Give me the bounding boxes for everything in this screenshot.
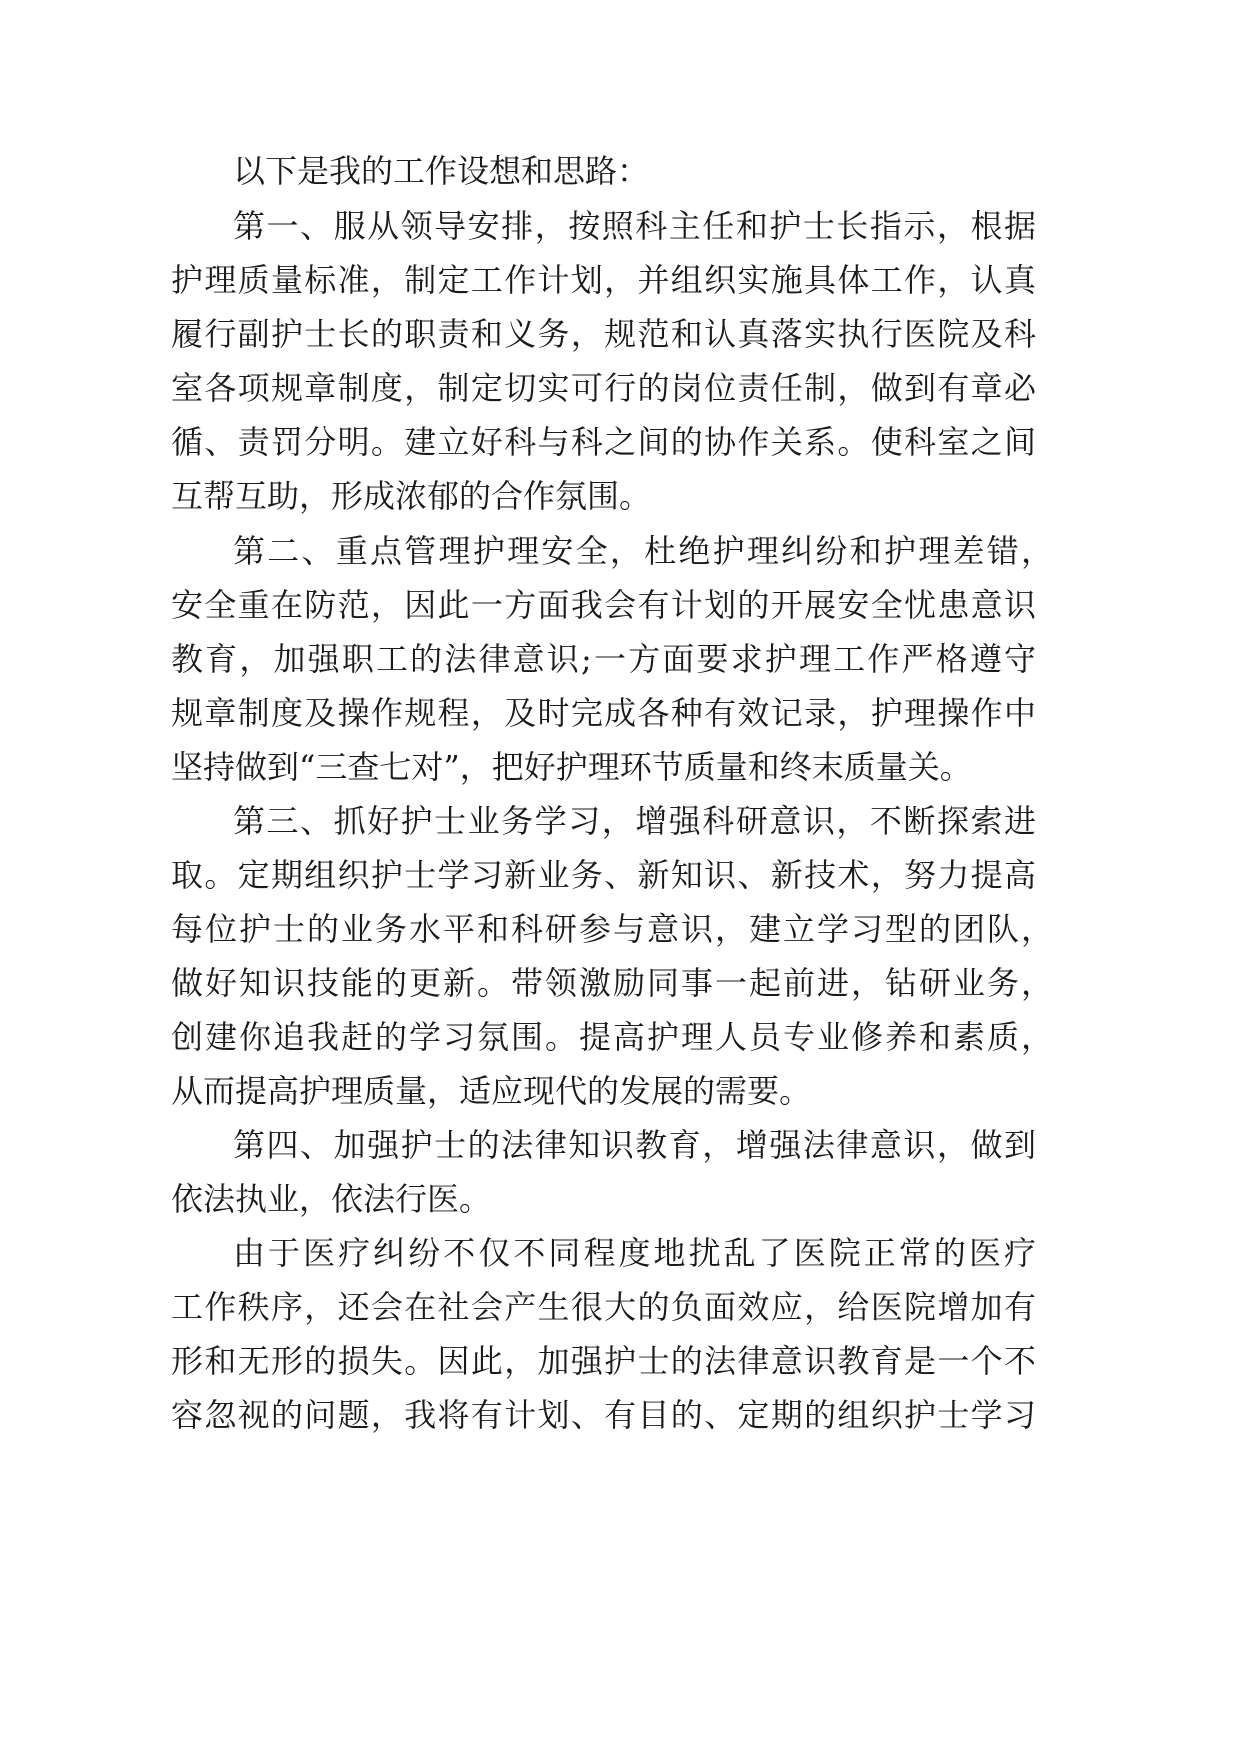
paragraph-line: 容忽视的问题，我将有计划、有目的、定期的组织护士学习 [171,1396,1036,1434]
paragraph-line: 第四、加强护士的法律知识教育，增强法律意识，做到 [233,1126,1036,1164]
paragraph-line: 取。定期组织护士学习新业务、新知识、新技术，努力提高 [171,856,1036,894]
paragraph-line: 工作秩序，还会在社会产生很大的负面效应，给医院增加有 [171,1288,1036,1326]
paragraph-line: 做好知识技能的更新。带领激励同事一起前进，钻研业务， [171,964,1053,1002]
paragraph-line: 每位护士的业务水平和科研参与意识，建立学习型的团队， [171,910,1053,948]
paragraph-line: 由于医疗纠纷不仅不同程度地扰乱了医院正常的医疗 [233,1234,1036,1272]
paragraph-line: 室各项规章制度，制定切实可行的岗位责任制，做到有章必 [171,369,1036,407]
paragraph-line: 第二、重点管理护理安全，杜绝护理纠纷和护理差错， [233,532,1053,570]
paragraph-line: 安全重在防范，因此一方面我会有计划的开展安全忧患意识 [171,586,1036,624]
paragraph-line: 规章制度及操作规程，及时完成各种有效记录，护理操作中 [171,694,1036,732]
paragraph-line: 互帮互助，形成浓郁的合作氛围。 [171,477,652,515]
paragraph-line: 第三、抓好护士业务学习，增强科研意识，不断探索进 [233,802,1036,840]
paragraph-line: 履行副护士长的职责和义务，规范和认真落实执行医院及科 [171,315,1036,353]
paragraph-line: 第一、服从领导安排，按照科主任和护士长指示，根据 [233,207,1036,245]
paragraph-line: 护理质量标准，制定工作计划，并组织实施具体工作，认真 [171,261,1036,299]
paragraph-line: 依法执业，依法行医。 [171,1180,492,1218]
paragraph-line: 形和无形的损失。因此，加强护士的法律意识教育是一个不 [171,1342,1036,1380]
paragraph-line: 以下是我的工作设想和思路： [233,152,650,190]
paragraph-line: 从而提高护理质量，适应现代的发展的需要。 [171,1072,812,1110]
paragraph-line: 教育，加强职工的法律意识;一方面要求护理工作严格遵守 [171,640,1036,678]
paragraph-line: 循、责罚分明。建立好科与科之间的协作关系。使科室之间 [171,423,1036,461]
paragraph-line: 创建你追我赶的学习氛围。提高护理人员专业修养和素质， [171,1018,1053,1056]
paragraph-line: 坚持做到“三查七对”，把好护理环节质量和终末质量关。 [171,748,972,786]
